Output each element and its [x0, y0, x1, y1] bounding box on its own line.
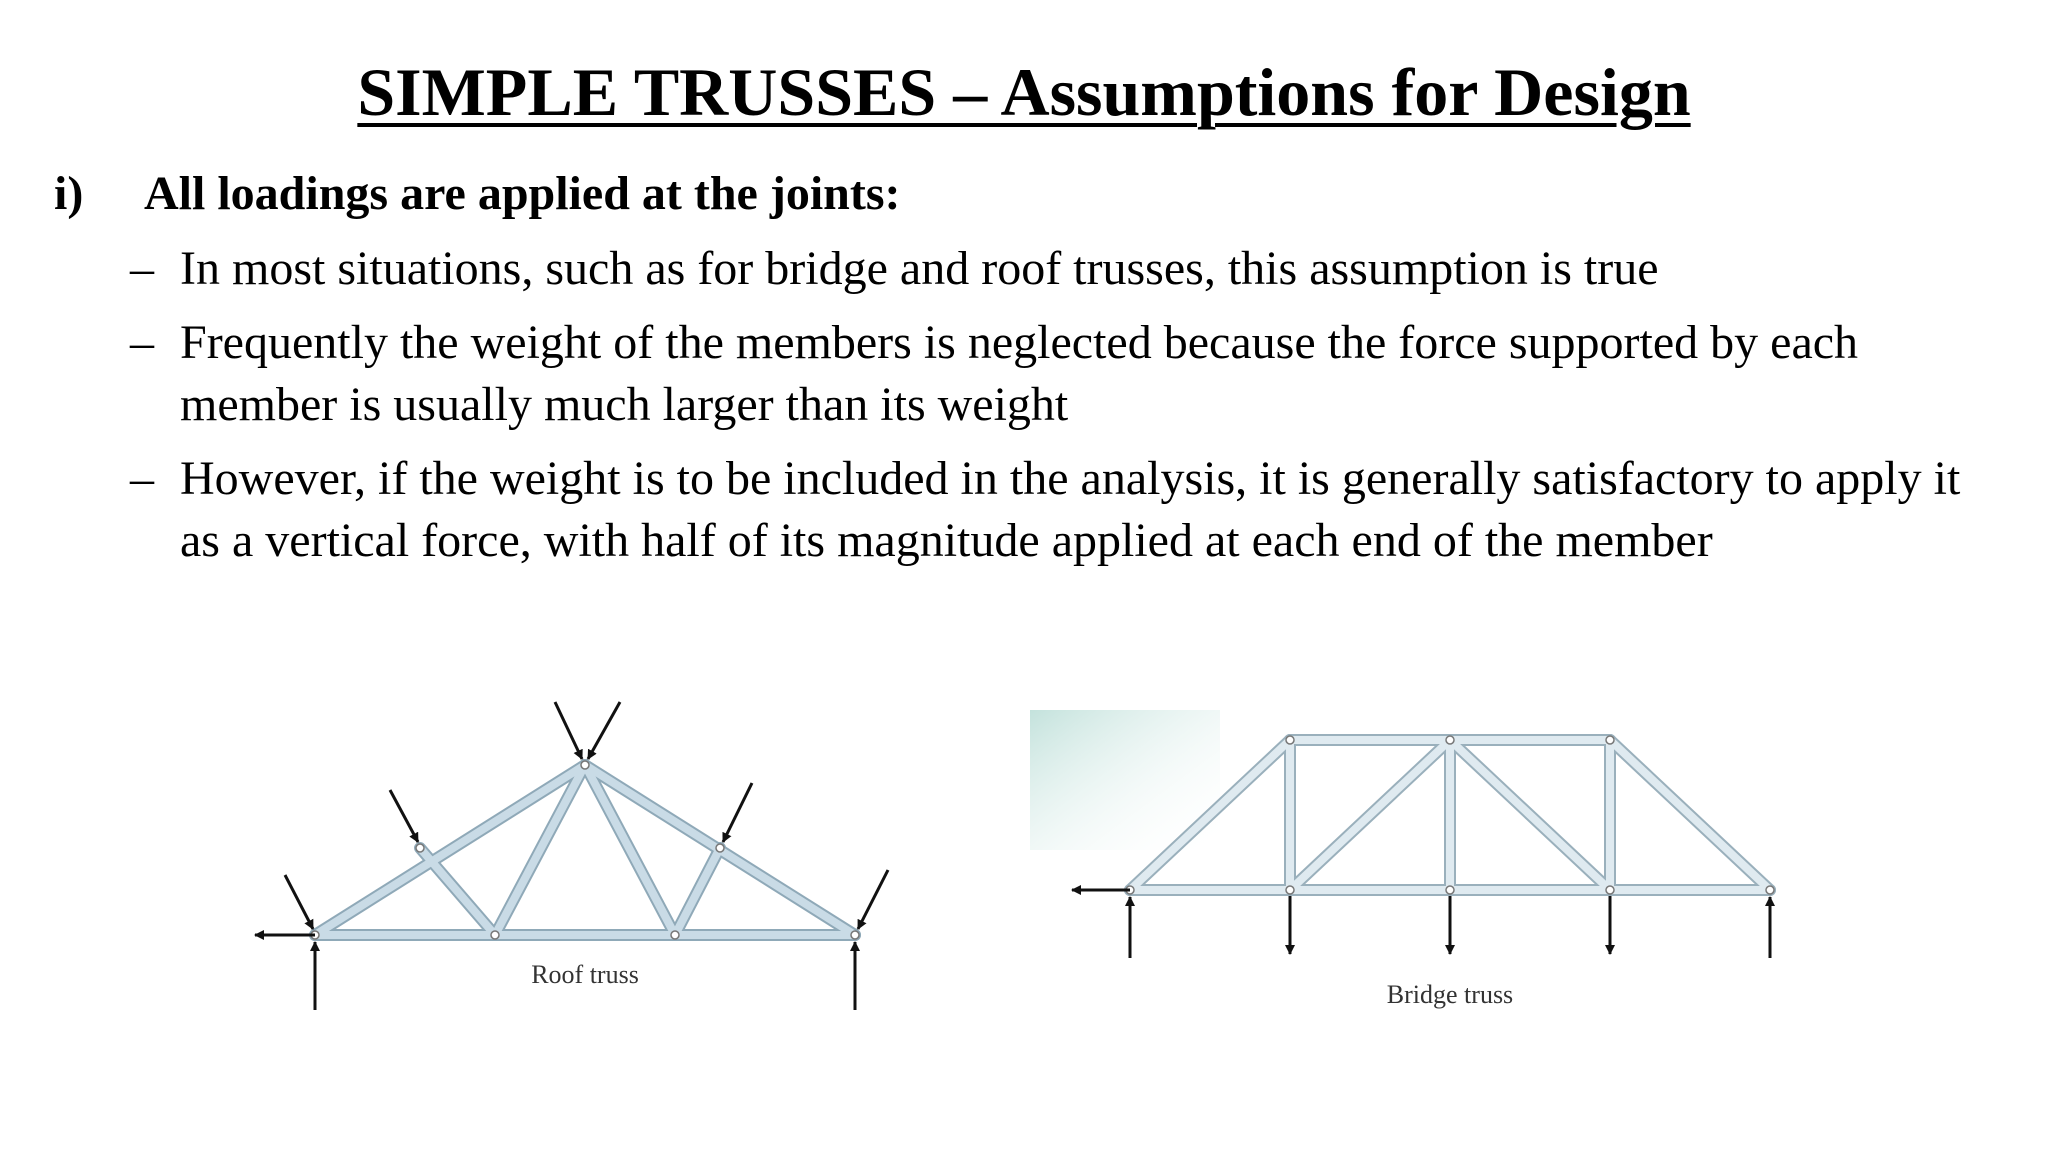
bullet-text: In most situations, such as for bridge and roof trusses, this assumption is true [180, 242, 1659, 295]
bridge-truss-figure [1030, 690, 1810, 1030]
bullet-dash: – [130, 242, 154, 295]
roof-truss-joints [311, 761, 859, 939]
bullet-item [130, 312, 2010, 436]
bullet-dash: – [130, 452, 154, 505]
assumption-heading-text: All loadings are applied at the joints: [144, 167, 901, 220]
roof-truss-members [315, 765, 855, 935]
roof-truss-figure [240, 680, 920, 1030]
slide-title: SIMPLE TRUSSES – Assumptions for Design [357, 54, 1691, 130]
bullet-text: However, if the weight is to be included in the analysis, it is generally satisfactory to apply it as a vertical force, with half of its magnitude applied at each end of the member [180, 452, 1961, 567]
bridge-truss-diagram [1030, 690, 1810, 1030]
bullet-text: Frequently the weight of the members is neglected because the force supported by each member is usually much larger than its weight [180, 316, 1859, 431]
bridge-truss-load-arrows [1072, 890, 1770, 958]
roof-truss-diagram [240, 680, 920, 1030]
bridge-truss-caption: Bridge truss [1386, 980, 1514, 1009]
bullet-item [130, 448, 2010, 572]
roof-truss-caption: Roof truss [531, 960, 639, 989]
bullet-item [130, 238, 2010, 300]
assumption-heading [54, 164, 901, 224]
bullet-dash: – [130, 316, 154, 369]
bullet-list [130, 238, 2010, 584]
assumption-number: i) [54, 167, 84, 220]
